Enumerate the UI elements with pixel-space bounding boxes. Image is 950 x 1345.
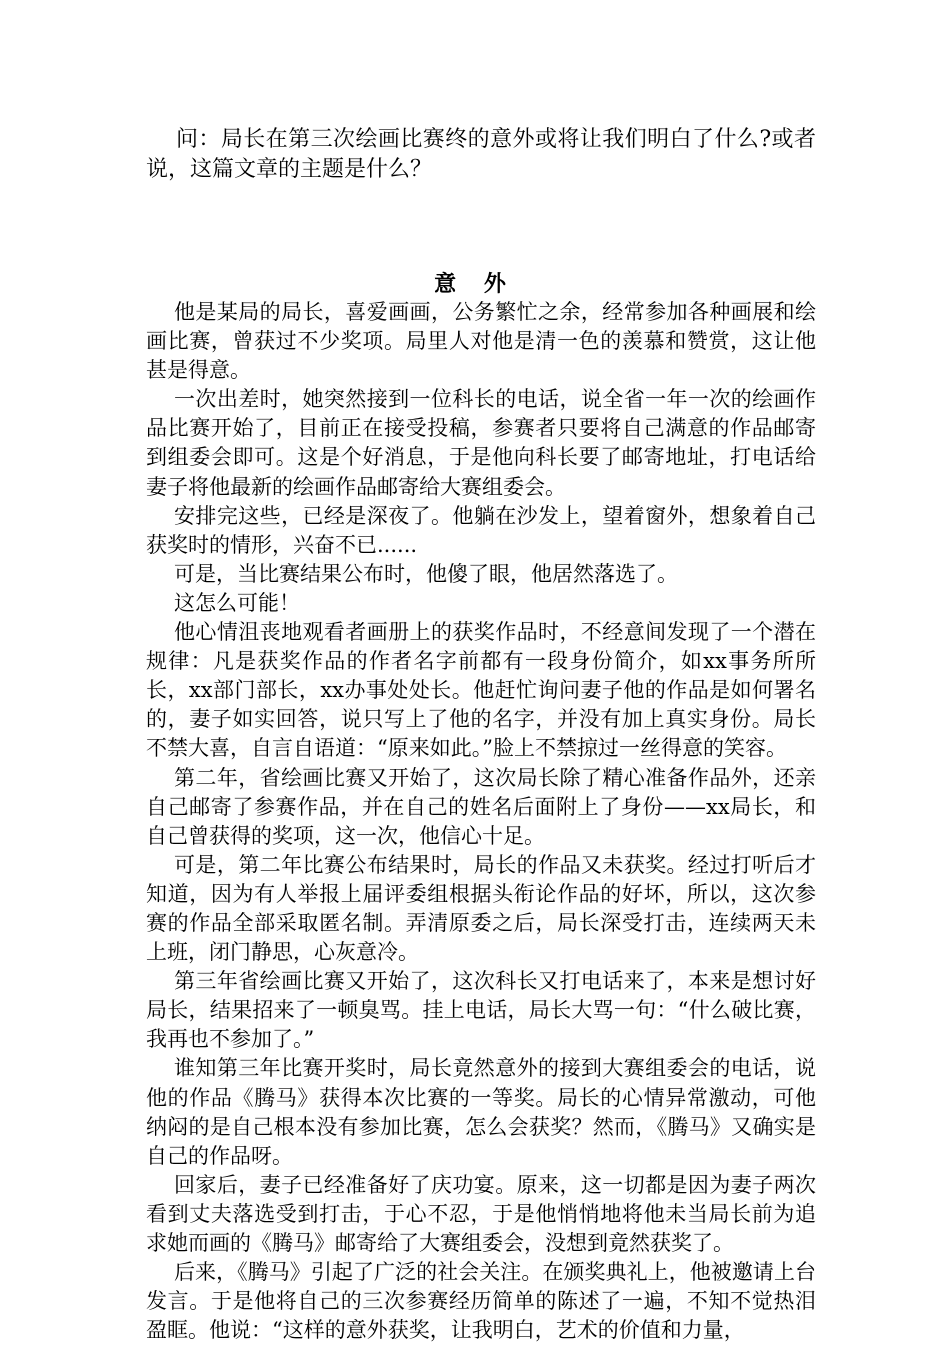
paragraph: 第三年省绘画比赛又开始了，这次科长又打电话来了，本来是想讨好局长，结果招来了一顿臭骂。挂上电话，局长大骂一句：“什么破比赛，我再也不参加了。” <box>146 969 816 1052</box>
question-text: 问：局长在第三次绘画比赛终的意外或将让我们明白了什么?或者说，这篇文章的主题是什么？ <box>146 127 816 182</box>
story-body <box>146 298 816 1345</box>
paragraph: 这怎么可能！ <box>174 590 300 615</box>
paragraph: 安排完这些，已经是深夜了。他躺在沙发上，望着窗外，想象着自己获奖时的情形，兴奋不已...... <box>146 503 816 557</box>
paragraph: 谁知第三年比赛开奖时，局长竟然意外的接到大赛组委会的电话，说他的作品《腾马》获得本次比赛的一等奖。局长的心情异常激动，可他纳闷的是自己根本没有参加比赛，怎么会获奖？然而，《腾马》又确实是自己的作品呀。 <box>146 1056 816 1168</box>
story-title: 意 外 <box>434 271 516 297</box>
paragraph: 回家后，妻子已经准备好了庆功宴。原来，这一切都是因为妻子两次看到丈夫落选受到打击，于心不忍，于是他悄悄地将他未当局长前为追求她而画的《腾马》邮寄给了大赛组委会，没想到竟然获奖了。 <box>146 1172 816 1255</box>
paragraph: 可是，当比赛结果公布时，他傻了眼，他居然落选了。 <box>174 561 678 586</box>
paragraph: 第二年，省绘画比赛又开始了，这次局长除了精心准备作品外，还亲自己邮寄了参赛作品，并在自己的姓名后面附上了身份——xx局长，和自己曾获得的奖项，这一次，他信心十足。 <box>146 765 816 848</box>
paragraph: 一次出差时，她突然接到一位科长的电话，说全省一年一次的绘画作品比赛开始了，目前正在接受投稿，参赛者只要将自己满意的作品邮寄到组委会即可。这是个好消息，于是他向科长要了邮寄地址，打电话给妻子将他最新的绘画作品邮寄给大赛组委会。 <box>146 387 816 499</box>
paragraph: 他心情沮丧地观看者画册上的获奖作品时，不经意间发现了一个潜在规律：凡是获奖作品的作者名字前都有一段身份简介，如xx事务所所长，xx部门部长，xx办事处处长。他赶忙询问妻子他的作品是如何署名的，妻子如实回答，说只写上了他的名字，并没有加上真实身份。局长不禁大喜，自言自语道：“原来如此。”脸上不禁掠过一丝得意的笑容。 <box>146 620 816 761</box>
paragraph: 后来，《腾马》引起了广泛的社会关注。在颁奖典礼上，他被邀请上台发言。于是他将自己的三次参赛经历简单的陈述了一遍，不知不觉热泪盈眶。他说：“这样的意外获奖，让我明白，艺术的价值和力量， <box>146 1260 816 1343</box>
paragraph: 他是某局的局长，喜爱画画，公务繁忙之余，经常参加各种画展和绘画比赛，曾获过不少奖项。局里人对他是清一色的羡慕和赞赏，这让他甚是得意。 <box>146 300 816 383</box>
paragraph: 可是，第二年比赛公布结果时，局长的作品又未获奖。经过打听后才知道，因为有人举报上届评委组根据头衔论作品的好坏，所以，这次参赛的作品全部采取匿名制。弄清原委之后，局长深受打击，连续两天未上班，闭门静思，心灰意冷。 <box>146 852 816 965</box>
